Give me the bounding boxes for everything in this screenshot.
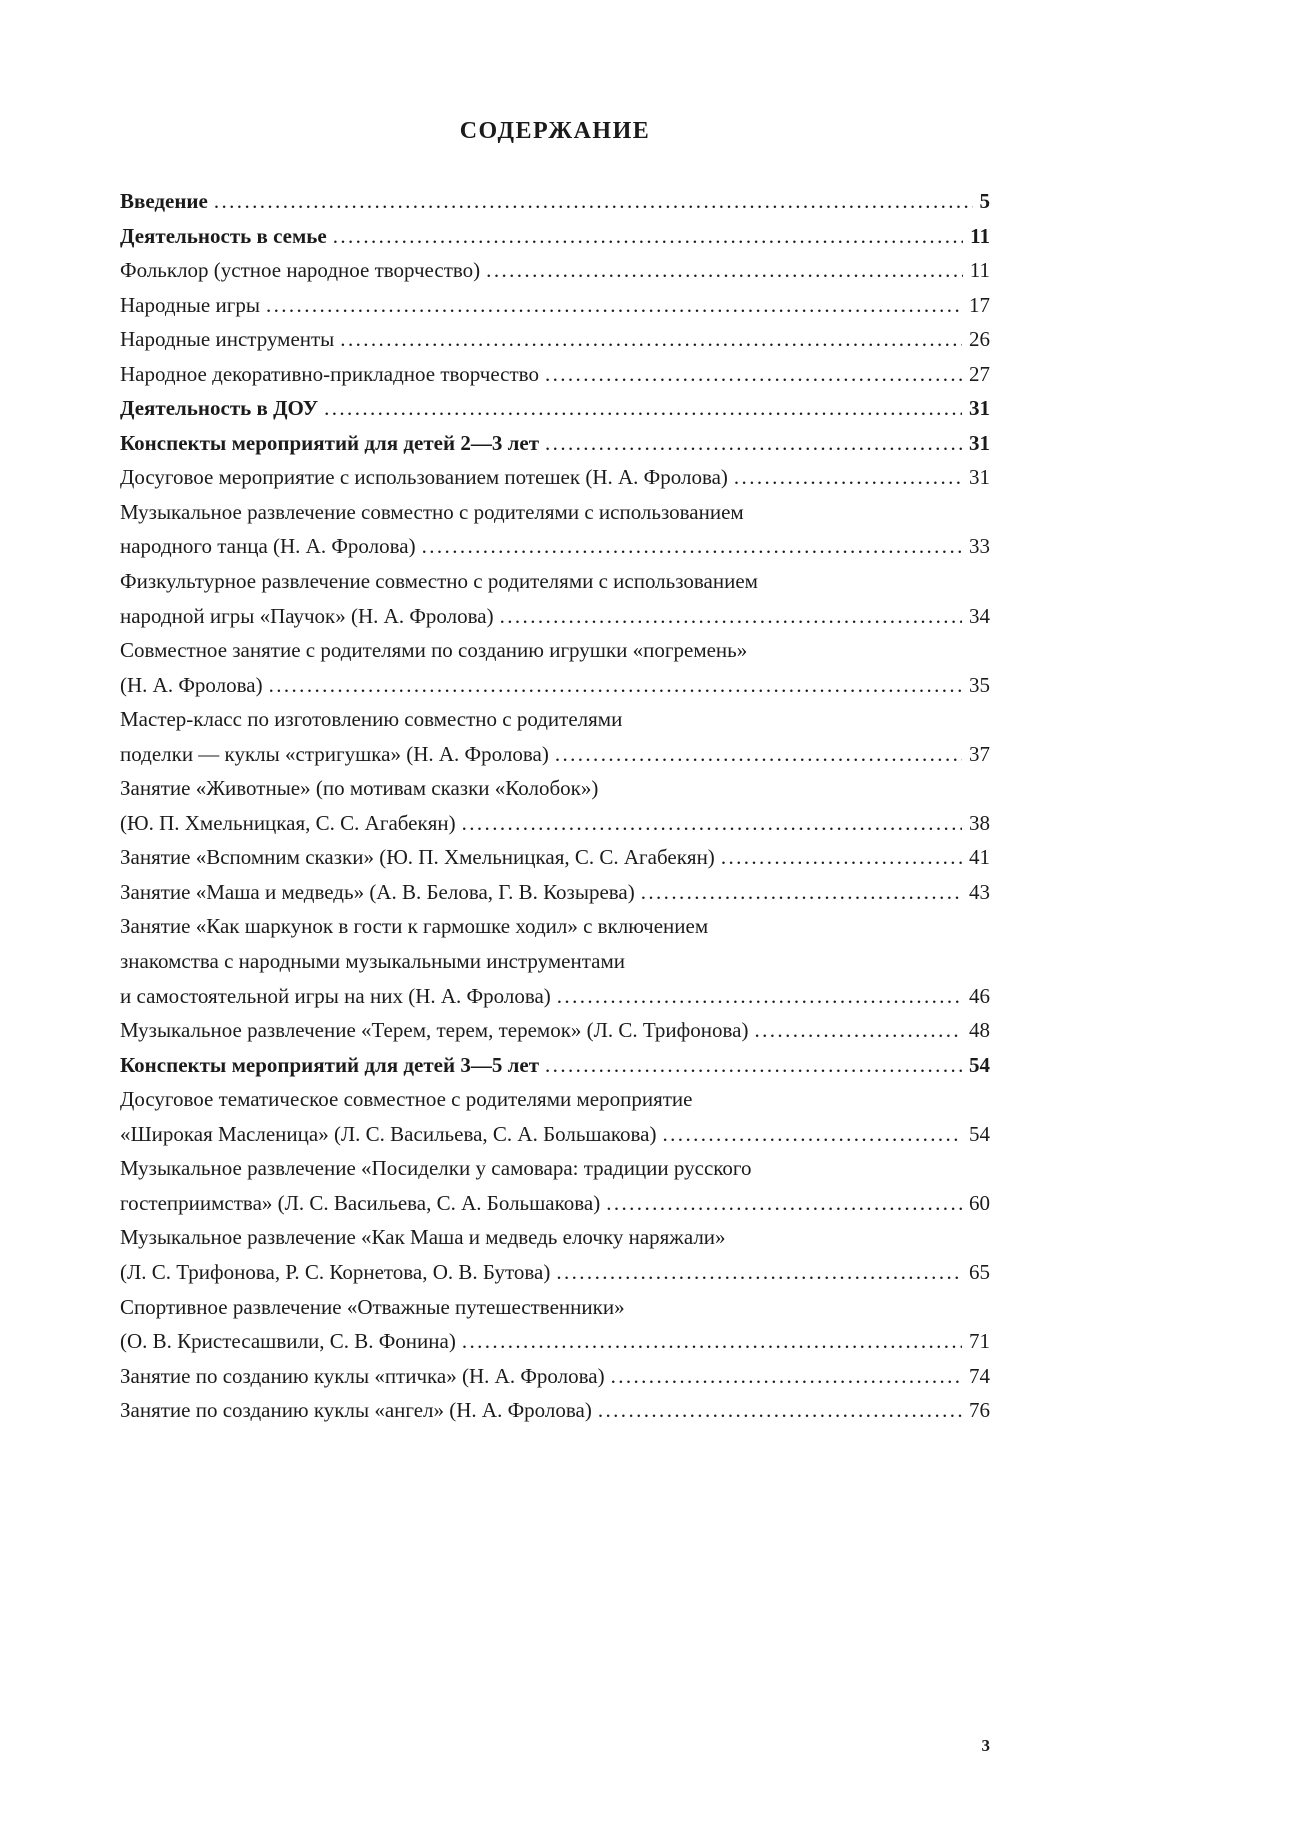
toc-entry (120, 1220, 990, 1289)
toc-entry-title: Конспекты мероприятий для детей 3—5 лет (120, 1052, 540, 1077)
toc-entry-text-line: Занятие «Животные» (по мотивам сказки «Колобок») (120, 776, 599, 801)
toc-page-number: 17 (969, 292, 990, 317)
toc-leader-dots (545, 357, 962, 392)
toc-page-number: 11 (969, 258, 990, 283)
toc-entry-title: Музыкальное развлечение «Терем, терем, теремок» (Л. С. Трифонова) (120, 1018, 749, 1043)
toc-entry-text-line: Спортивное развлечение «Отважные путешественники» (120, 1294, 625, 1319)
toc-page-number: 46 (969, 983, 990, 1008)
toc-entry (120, 1290, 990, 1359)
toc-leader-dots (598, 1393, 962, 1428)
page-footer (120, 1736, 990, 1756)
toc-entry (120, 1048, 990, 1083)
toc-leader-dots (214, 184, 973, 219)
toc-entry-text-line: Музыкальное развлечение совместно с родителями с использованием (120, 499, 744, 524)
toc-leader-dots (500, 599, 962, 634)
toc-entry (120, 702, 990, 771)
toc-leader-dots (324, 391, 962, 426)
toc-entry-title: Занятие по созданию куклы «птичка» (Н. А. Фролова) (120, 1363, 605, 1388)
toc-page-number: 71 (969, 1329, 990, 1354)
toc-entry-text-line: Мастер-класс по изготовлению совместно с родителями (120, 707, 623, 732)
toc-page-number: 31 (969, 396, 990, 421)
toc-page-number: 54 (969, 1052, 990, 1077)
toc-entry-text-line: знакомства с народными музыкальными инструментами (120, 949, 625, 974)
toc-entry (120, 253, 990, 288)
toc-entry-title: Народное декоративно-прикладное творчество (120, 361, 539, 386)
toc-entry-last-line (120, 253, 990, 288)
toc-page-number: 54 (969, 1121, 990, 1146)
toc-entry (120, 633, 990, 702)
toc-entry-last-line (120, 426, 990, 461)
toc-leader-dots (754, 1013, 962, 1048)
toc-entry-last-line (120, 875, 990, 910)
toc-page-number: 35 (969, 672, 990, 697)
toc-entry (120, 184, 990, 219)
toc-entry-text-line: Занятие «Как шаркунок в гости к гармошке ходил» с включением (120, 914, 709, 939)
toc-entry-title: и самостоятельной игры на них (Н. А. Фролова) (120, 983, 551, 1008)
toc-page-number: 5 (979, 189, 990, 213)
page-title: СОДЕРЖАНИЕ (459, 118, 651, 144)
toc-entry-last-line (120, 1117, 990, 1152)
toc-entry-last-line (120, 460, 990, 495)
toc-entry-title: гостеприимства» (Л. С. Васильева, С. А. Большакова) (120, 1190, 601, 1215)
toc-leader-dots (340, 322, 962, 357)
toc-entry-text-line: Совместное занятие с родителями по созданию игрушки «погремень» (120, 638, 748, 663)
toc-entry (120, 1393, 990, 1428)
toc-entry-title: (О. В. Кристесашвили, С. В. Фонина) (120, 1329, 456, 1354)
toc-list (120, 184, 990, 1428)
toc-entry-last-line (120, 737, 990, 772)
toc-entry (120, 875, 990, 910)
toc-leader-dots (462, 1324, 962, 1359)
toc-entry-title: (Л. С. Трифонова, Р. С. Корнетова, О. В. Бутова) (120, 1259, 551, 1284)
toc-leader-dots (486, 253, 963, 288)
toc-leader-dots (721, 840, 962, 875)
toc-leader-dots (606, 1186, 962, 1221)
toc-entry-title: (Н. А. Фролова) (120, 672, 263, 697)
toc-entry-title: Занятие «Маша и медведь» (А. В. Белова, Г. В. Козырева) (120, 879, 635, 904)
toc-entry-text-line: Физкультурное развлечение совместно с родителями с использованием (120, 569, 758, 594)
toc-page-number: 27 (969, 361, 990, 386)
toc-entry-title: Фольклор (устное народное творчество) (120, 258, 481, 283)
toc-leader-dots (545, 426, 962, 461)
toc-entry-last-line (120, 806, 990, 841)
toc-page-number: 74 (969, 1363, 990, 1388)
toc-leader-dots (641, 875, 962, 910)
toc-entry-last-line (120, 219, 990, 254)
footer-page-number: 3 (981, 1736, 990, 1755)
toc-entry (120, 357, 990, 392)
toc-entry (120, 771, 990, 840)
toc-entry-title: Конспекты мероприятий для детей 2—3 лет (120, 430, 540, 455)
toc-entry (120, 909, 990, 1013)
toc-page-number: 33 (969, 534, 990, 559)
toc-entry-last-line (120, 1048, 990, 1083)
toc-entry-last-line (120, 599, 990, 634)
toc-entry-title: «Широкая Масленица» (Л. С. Васильева, С. А. Большакова) (120, 1121, 657, 1146)
toc-entry (120, 564, 990, 633)
toc-entry-title: Народные инструменты (120, 327, 335, 352)
toc-entry (120, 495, 990, 564)
toc-entry-last-line (120, 322, 990, 357)
toc-entry-text-line: Музыкальное развлечение «Как Маша и медведь елочку наряжали» (120, 1225, 726, 1250)
toc-entry-last-line (120, 391, 990, 426)
toc-leader-dots (333, 219, 963, 254)
toc-leader-dots (556, 1255, 962, 1290)
toc-entry-last-line (120, 979, 990, 1014)
toc-entry (120, 391, 990, 426)
toc-page-number: 65 (969, 1259, 990, 1284)
toc-entry-title: Досуговое мероприятие с использованием потешек (Н. А. Фролова) (120, 465, 728, 490)
toc-entry-last-line (120, 288, 990, 323)
toc-entry-title: Народные игры (120, 292, 260, 317)
toc-entry-title: Занятие по созданию куклы «ангел» (Н. А. Фролова) (120, 1398, 592, 1423)
toc-entry (120, 1359, 990, 1394)
toc-leader-dots (611, 1359, 962, 1394)
toc-entry-last-line (120, 1324, 990, 1359)
toc-page-number: 34 (969, 603, 990, 628)
toc-page-number: 11 (970, 223, 990, 248)
toc-leader-dots (555, 737, 962, 772)
toc-entry (120, 1151, 990, 1220)
toc-page-number: 76 (969, 1398, 990, 1423)
toc-entry-title: Деятельность в семье (120, 223, 327, 248)
toc-entry (120, 840, 990, 875)
toc-entry-last-line (120, 840, 990, 875)
toc-leader-dots (462, 806, 962, 841)
toc-entry-last-line (120, 1186, 990, 1221)
toc-entry-last-line (120, 529, 990, 564)
toc-entry-title: народной игры «Паучок» (Н. А. Фролова) (120, 603, 494, 628)
toc-page-number: 31 (969, 430, 990, 455)
toc-entry-title: народного танца (Н. А. Фролова) (120, 534, 416, 559)
toc-entry (120, 1013, 990, 1048)
toc-leader-dots (266, 288, 962, 323)
toc-leader-dots (269, 668, 962, 703)
toc-leader-dots (557, 979, 962, 1014)
toc-entry-last-line (120, 1255, 990, 1290)
toc-entry-last-line (120, 357, 990, 392)
toc-page-number: 41 (969, 845, 990, 870)
toc-entry-last-line (120, 184, 990, 219)
toc-entry-last-line (120, 1393, 990, 1428)
toc-entry (120, 460, 990, 495)
toc-entry-title: Введение (120, 189, 208, 213)
toc-entry (120, 322, 990, 357)
toc-page-number: 48 (969, 1018, 990, 1043)
toc-page-number: 38 (969, 810, 990, 835)
toc-entry-last-line (120, 1013, 990, 1048)
toc-entry-text-line: Музыкальное развлечение «Посиделки у самовара: традиции русского (120, 1156, 752, 1181)
toc-leader-dots (545, 1048, 962, 1083)
toc-entry-title: Деятельность в ДОУ (120, 396, 319, 421)
toc-entry-title: поделки — куклы «стригушка» (Н. А. Фролова) (120, 741, 549, 766)
toc-entry-title: (Ю. П. Хмельницкая, С. С. Агабекян) (120, 810, 456, 835)
toc-entry (120, 1082, 990, 1151)
toc-entry (120, 219, 990, 254)
toc-entry (120, 426, 990, 461)
toc-page-number: 60 (969, 1190, 990, 1215)
toc-entry (120, 288, 990, 323)
toc-page-number: 31 (969, 465, 990, 490)
toc-page-number: 43 (969, 879, 990, 904)
toc-entry-last-line (120, 668, 990, 703)
toc-entry-last-line (120, 1359, 990, 1394)
toc-entry-text-line: Досуговое тематическое совместное с родителями мероприятие (120, 1087, 693, 1112)
toc-leader-dots (734, 460, 962, 495)
toc-leader-dots (663, 1117, 963, 1152)
toc-entry-title: Занятие «Вспомним сказки» (Ю. П. Хмельницкая, С. С. Агабекян) (120, 845, 715, 870)
toc-page-number: 37 (969, 741, 990, 766)
toc-page-number: 26 (969, 327, 990, 352)
toc-leader-dots (422, 529, 962, 564)
